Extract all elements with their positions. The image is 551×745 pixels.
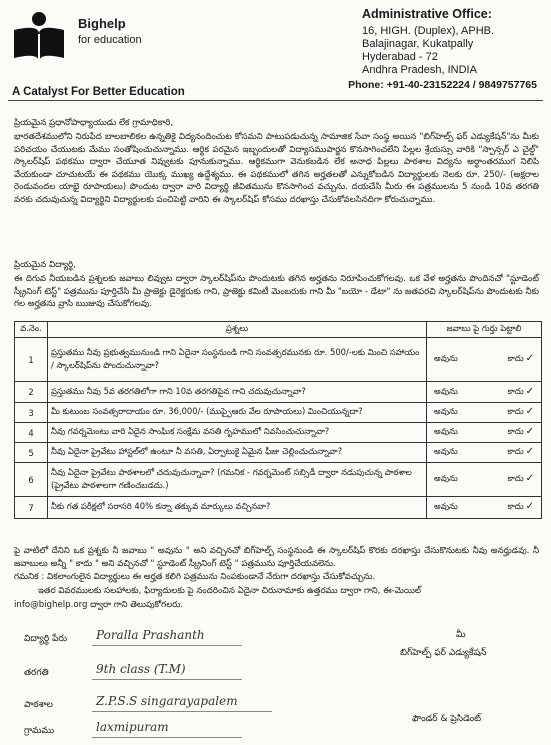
brand-name: Bighelp <box>78 16 126 31</box>
checkmark-icon: ✓ <box>525 353 534 364</box>
yes-option[interactable]: అవును <box>434 501 458 511</box>
question-text: నీవు గవర్నమెంటు వారి ఏదైన సాంఘిక సంక్షేమ వసతి గృహములో నివసించుచున్నావా? <box>48 423 427 443</box>
answer-cell[interactable] <box>427 443 542 463</box>
yes-option[interactable]: అవును <box>434 406 458 416</box>
no-option[interactable]: కాదు <box>507 426 524 436</box>
row-number: 5 <box>15 443 48 463</box>
school-underline <box>92 711 272 712</box>
salutation-student: ప్రియమైన విద్యార్థి, <box>14 260 76 270</box>
brand-subtitle: for education <box>78 34 142 46</box>
name-field[interactable]: Poralla Prashanth <box>96 628 205 642</box>
question-text: నీవు ఏదైనా ప్రైవేటు పాఠశాలలో చదువుచున్నావా? (గమనిక - గవర్నమెంట్ సబ్సిడీ ద్వారా నడుపుచున్న పాఠశాల (ప్రైవేటు పాఠశాలగా గణించబడదు.) <box>48 463 427 497</box>
col-number: వ.నెం. <box>15 322 48 338</box>
checkmark-icon: ✓ <box>525 501 534 512</box>
contact-paragraph: ఇతర వివరములకు సలహాలకు, ఫిర్యాదులకు పై నందరించిన ఏదైనా చిరునామాకు ఉత్తరము ద్వారా గాని, ఈ-మెయిల్ <box>38 586 422 596</box>
checkmark-icon: ✓ <box>525 406 534 417</box>
row-number: 6 <box>15 463 48 497</box>
answer-cell[interactable] <box>427 497 542 519</box>
no-option[interactable]: కాదు <box>507 353 524 363</box>
village-label: గ్రామము <box>24 726 55 736</box>
bighelp-logo-icon <box>8 10 70 66</box>
eligibility-paragraph: ఈ దిగువ నీయబడిన ప్రశ్నలకు జవాబు లివ్వుట ద్వారా స్కాలర్‌షిప్‌ను పొందుటకు తగిన అర్హతను నిరూపించుకోగలవు. ఒక వేళ అర్హతను పొందినచో "స్టూడెంట్ స్క్రీనింగ్ టెస్ట్" పత్రమును పూర్తిచేసి మీ ప్రాజెక్టు డైరెక్టరుకు గాని, ప్రాజెక్టు కమిటీ మెంబరుకు గాని మీ "బయో - డేటా" ను జతపరచి స్కాలర్‌షిప్‌ను పొందుటకు నీకు గల అర్హతను వ్రాసి ఋజువు చేసుకోగలవు. <box>14 274 539 310</box>
intro-paragraph: భారతదేశములోని నిరుపేద బాలబాలికల ఉన్నతికై విద్యనందించుట కోసమని పాటుపడుచున్న సామాజిక సేవా సంస్థ అయిన "బిగ్‌హెల్ప్ ఫర్ ఎడ్యుకేషన్"ను మీకు పరిచయం చేయుటకు మేము సంతోషించుచున్నాము. ఆర్థిక పరమైన ఇబ్బందులతో విద్యాసముపార్జన కొనసాగించలేని పిల్లల శ్రేయస్సు వారికి "స్పాన్సర్ ఎ చైల్డ్" స్కాలర్‌షిప్ పథకము ద్వారా చేయూత నివ్వుటకు పూనుకున్నాము. ఆర్థికముగా వెనుకబడిన లేక అనాధ పిల్లలు పాఠశాల విద్యను అర్ధాంతరముగ నిలిపి వేయకుండా చూచుటయే ఈ పథకము యొక్క ముఖ్య ఉద్దేశ్యము. ఈ పథకములో తగిన అర్హతలతో ఎన్నుకోబడిన విద్యార్థులకు నెలకు రూ. 250/- (అక్షరాల రెండువందల యాభై రూపాయలు) పొందుట ద్వారా వారి విద్యార్థి జీవితమును కొనసాగించ వచ్చును. దయచేసి మీరు ఈ పత్రములను 5 నుండి 10వ తరగతి వరకు చదువుచున్న విద్యార్థిని విద్యార్థులకు పంచిపెట్టి వారిని ఈ స్కాలర్‌షిప్ కోసము దరఖాస్తు చేసుకోవలసినదిగా కోరుచున్నాము. <box>14 132 539 205</box>
address-line: 16, HIGH. (Duplex), APHB. <box>362 25 495 37</box>
signoff-org: బిగ్‌హెల్ప్ ఫర్ ఎడ్యుకేషన్ <box>400 648 487 658</box>
table-row <box>15 403 542 423</box>
yes-option[interactable]: అవును <box>434 473 458 483</box>
answer-cell[interactable] <box>427 403 542 423</box>
salutation-headmaster: ప్రియమైన ప్రధానోపాధ్యాయుడు లేక గ్రామాధికారి, <box>14 118 174 128</box>
name-underline <box>92 645 242 646</box>
office-address-block <box>362 8 537 77</box>
village-field[interactable]: laxmipuram <box>96 720 169 734</box>
school-field[interactable]: Z.P.S.S singarayapalem <box>96 694 238 708</box>
disqualification-paragraph: పై వాటిలో దేనిని ఒక ప్రశ్నకు నీ జవాబు " అవును " అని వచ్చినచో బిగ్‌హెల్ప్ సంస్థనుండి ఈ స్కాలర్‌షిప్ కొరకు దరఖాస్తు చేసుకొనుటకు నీవు అనర్హుడవు. నీ జవాబులు అన్నీ " కాదు " అని వచ్చినచో " స్టూడెంట్ స్క్రీనింగ్ టెస్ట్ " పత్రమును పూర్తిచేయవలెను. <box>14 546 539 569</box>
name-label: విద్యార్థి పేరు <box>24 634 67 644</box>
office-title: Administrative Office: <box>362 7 492 21</box>
checkmark-icon: ✓ <box>525 385 534 397</box>
eligibility-table <box>14 321 542 519</box>
row-number: 2 <box>15 382 48 403</box>
answer-cell[interactable] <box>427 382 542 403</box>
office-phone: Phone: +91-40-23152224 / 9849757765 <box>348 79 537 91</box>
no-option[interactable]: కాదు <box>507 501 524 511</box>
row-number: 1 <box>15 338 48 382</box>
question-text: మీ కుటుంబ సంవత్సరాదాయం రూ. 36,000/- (ముప్పైఆరు వేల రూపాయలు) మించియున్నదా? <box>48 403 427 423</box>
class-label: తరగతి <box>24 668 49 678</box>
signoff-founder: ఫౌండర్ & ప్రెసిడెంట్ <box>412 714 482 724</box>
yes-option[interactable]: అవును <box>434 446 458 456</box>
checkmark-icon: ✓ <box>525 473 534 484</box>
row-number: 7 <box>15 497 48 519</box>
address-line: Balajinagar, Kukatpally <box>362 38 474 50</box>
checkmark-icon: ✓ <box>525 446 534 457</box>
address-line: Hyderabad - 72 <box>362 51 438 63</box>
header-divider <box>8 100 543 101</box>
class-underline <box>92 679 242 680</box>
question-text: ప్రస్తుతము నీవు ప్రభుత్వమునుండి గాని ఏదైనా సంస్థనుండి గాని సంవత్సరమునకు రూ. 500/-లకు మించి సహాయం / స్కాలర్‌షిప్‌ను పొందుచున్నావా? <box>48 338 427 382</box>
table-row <box>15 338 542 382</box>
tagline: A Catalyst For Better Education <box>12 86 185 98</box>
table-row <box>15 497 542 519</box>
signoff-you: మీ <box>456 630 466 640</box>
yes-option[interactable]: అవును <box>434 426 458 436</box>
row-number: 3 <box>15 403 48 423</box>
col-questions: ప్రశ్నలు <box>48 322 427 338</box>
no-option[interactable]: కాదు <box>507 406 524 416</box>
address-line: Andhra Pradesh, INDIA <box>362 64 477 76</box>
no-option[interactable]: కాదు <box>507 473 524 483</box>
note-paragraph: గమనిక : వికలాంగులైన విద్యార్థులు ఈ అర్హత కలిగి పత్రమును నింపకుండానే నేరుగా దరఖాస్తు చేసుకోవచ్చును. <box>14 572 376 582</box>
village-underline <box>92 737 242 738</box>
checkmark-icon: ✓ <box>525 426 534 437</box>
table-header-row <box>15 322 542 338</box>
yes-option[interactable]: అవును <box>434 353 458 363</box>
no-option[interactable]: కాదు <box>507 385 524 396</box>
question-text: నీవు ఏదైనా ప్రైవేటు హాస్టల్‌లో ఉంటూ నీ వసతి, ఏర్పాటుకై ఏమైన ఫీజు చెల్లించుచున్నావా? <box>48 443 427 463</box>
yes-option[interactable]: అవును <box>434 385 458 396</box>
row-number: 4 <box>15 423 48 443</box>
question-text: నీకు గత పరీక్షలో సరాసరి 40% కన్నా తక్కువ మార్కులు వచ్చినవా? <box>48 497 427 519</box>
class-field[interactable]: 9th class (T.M) <box>96 662 186 676</box>
table-row <box>15 463 542 497</box>
col-answer: జవాబు పై గుర్తు పెట్టాలి <box>427 322 542 338</box>
school-label: పాఠశాల <box>24 700 53 710</box>
question-text: ప్రస్తుతము నీవు 5వ తరగతిలోగా గాని 10వ తరగతిపైన గాని చదువుచున్నావా? <box>48 382 427 403</box>
contact-email: info@bighelp.org ద్వారా గాని తెలుపుకోగలరు. <box>14 600 184 610</box>
answer-cell[interactable] <box>427 423 542 443</box>
answer-cell[interactable] <box>427 338 542 382</box>
no-option[interactable]: కాదు <box>507 446 524 456</box>
table-row <box>15 443 542 463</box>
answer-cell[interactable] <box>427 463 542 497</box>
table-row <box>15 423 542 443</box>
table-row <box>15 382 542 403</box>
